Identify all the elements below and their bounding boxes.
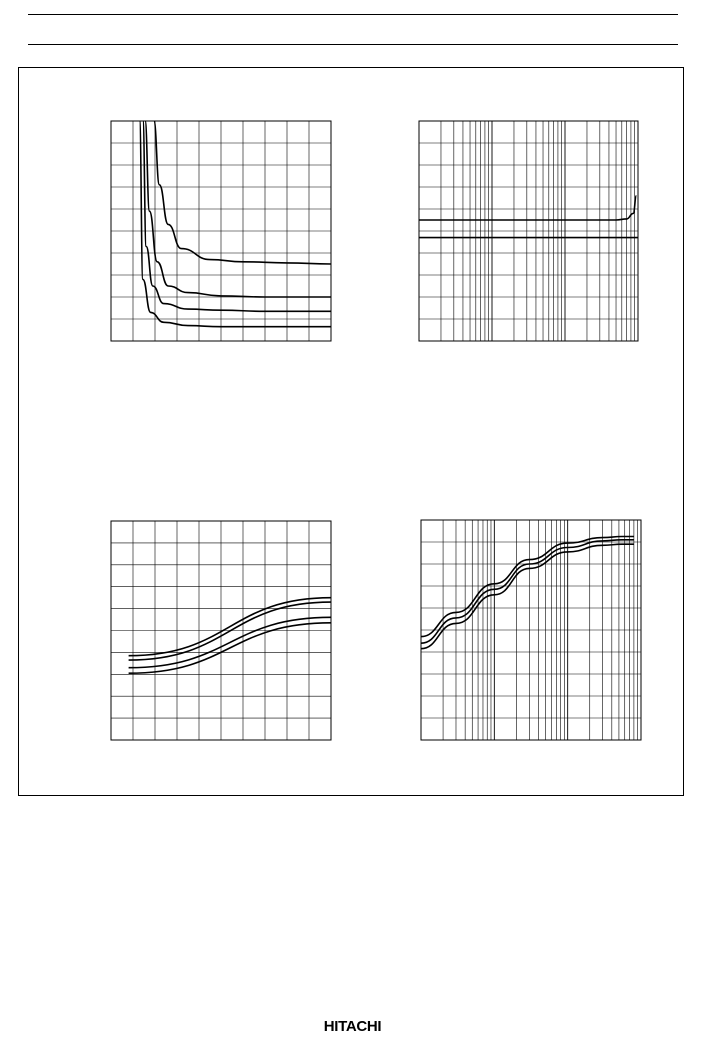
grid [111,521,331,740]
header-rule-bottom [28,44,678,45]
chart-top-left [111,121,331,341]
series-line-3 [143,121,331,311]
grid [419,121,638,341]
brand-logo: HITACHI [323,1018,382,1035]
series-line-1 [419,196,636,220]
chart-bottom-left [111,521,331,740]
series-line-1 [421,537,634,637]
series-line-2 [421,540,634,643]
series-line-2 [129,602,331,660]
header-rule-top [28,14,678,15]
grid [421,520,641,740]
chart-top-right [419,121,638,341]
chart-bottom-right [421,520,641,740]
series-line-1 [154,121,331,264]
series-line-1 [129,598,331,656]
